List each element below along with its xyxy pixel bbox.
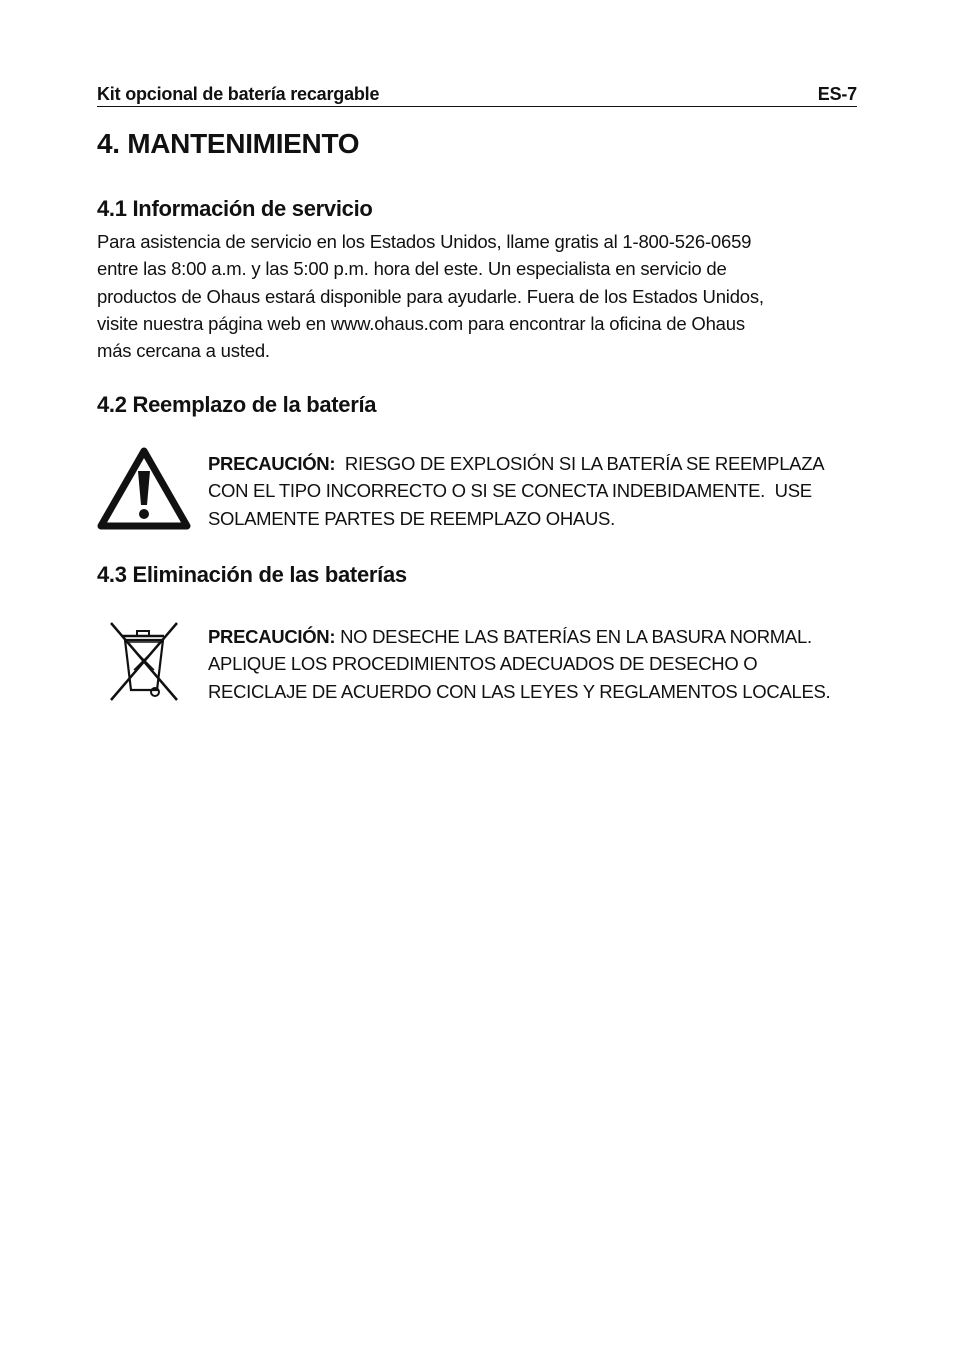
warning-triangle-icon [97, 447, 191, 531]
caution-line: RECICLAJE DE ACUERDO CON LAS LEYES Y REGLAMENTOS LOCALES. [208, 680, 831, 702]
caution-label: PRECAUCIÓN: [208, 626, 336, 647]
caution-label: PRECAUCIÓN: [208, 453, 336, 474]
paragraph-line: visite nuestra página web en www.ohaus.com para encontrar la oficina de Ohaus [97, 312, 745, 334]
service-info-paragraph [97, 228, 857, 364]
crossed-out-bin-icon [108, 620, 180, 704]
paragraph-line: productos de Ohaus estará disponible para ayudarle. Fuera de los Estados Unidos, [97, 285, 764, 307]
caution-line: SOLAMENTE PARTES DE REEMPLAZO OHAUS. [208, 507, 615, 529]
section-title-battery-replacement: 4.2 Reemplazo de la batería [97, 392, 377, 417]
header-page-number: ES-7 [817, 84, 857, 104]
caution-text [208, 623, 858, 705]
caution-line: RIESGO DE EXPLOSIÓN SI LA BATERÍA SE REEMPLAZA [335, 453, 825, 474]
paragraph-line: Para asistencia de servicio en los Estados Unidos, llame gratis al 1-800-526-0659 [97, 231, 752, 252]
section-title-service-info: 4.1 Información de servicio [97, 196, 373, 221]
caution-line: NO DESECHE LAS BATERÍAS EN LA BASURA NORMAL. [335, 626, 812, 647]
paragraph-line: entre las 8:00 a.m. y las 5:00 p.m. hora del este. Un especialista en servicio de [97, 258, 727, 280]
caution-line: CON EL TIPO INCORRECTO O SI SE CONECTA INDEBIDAMENTE. USE [208, 480, 812, 502]
caution-text [208, 450, 858, 532]
header-document-title: Kit opcional de batería recargable [97, 84, 380, 104]
running-header [97, 84, 857, 107]
paragraph-line: más cercana a usted. [97, 340, 270, 362]
chapter-title: 4. MANTENIMIENTO [97, 128, 360, 159]
section-title-battery-disposal: 4.3 Eliminación de las baterías [97, 562, 407, 587]
caution-line: APLIQUE LOS PROCEDIMIENTOS ADECUADOS DE DESECHO O [208, 653, 758, 675]
